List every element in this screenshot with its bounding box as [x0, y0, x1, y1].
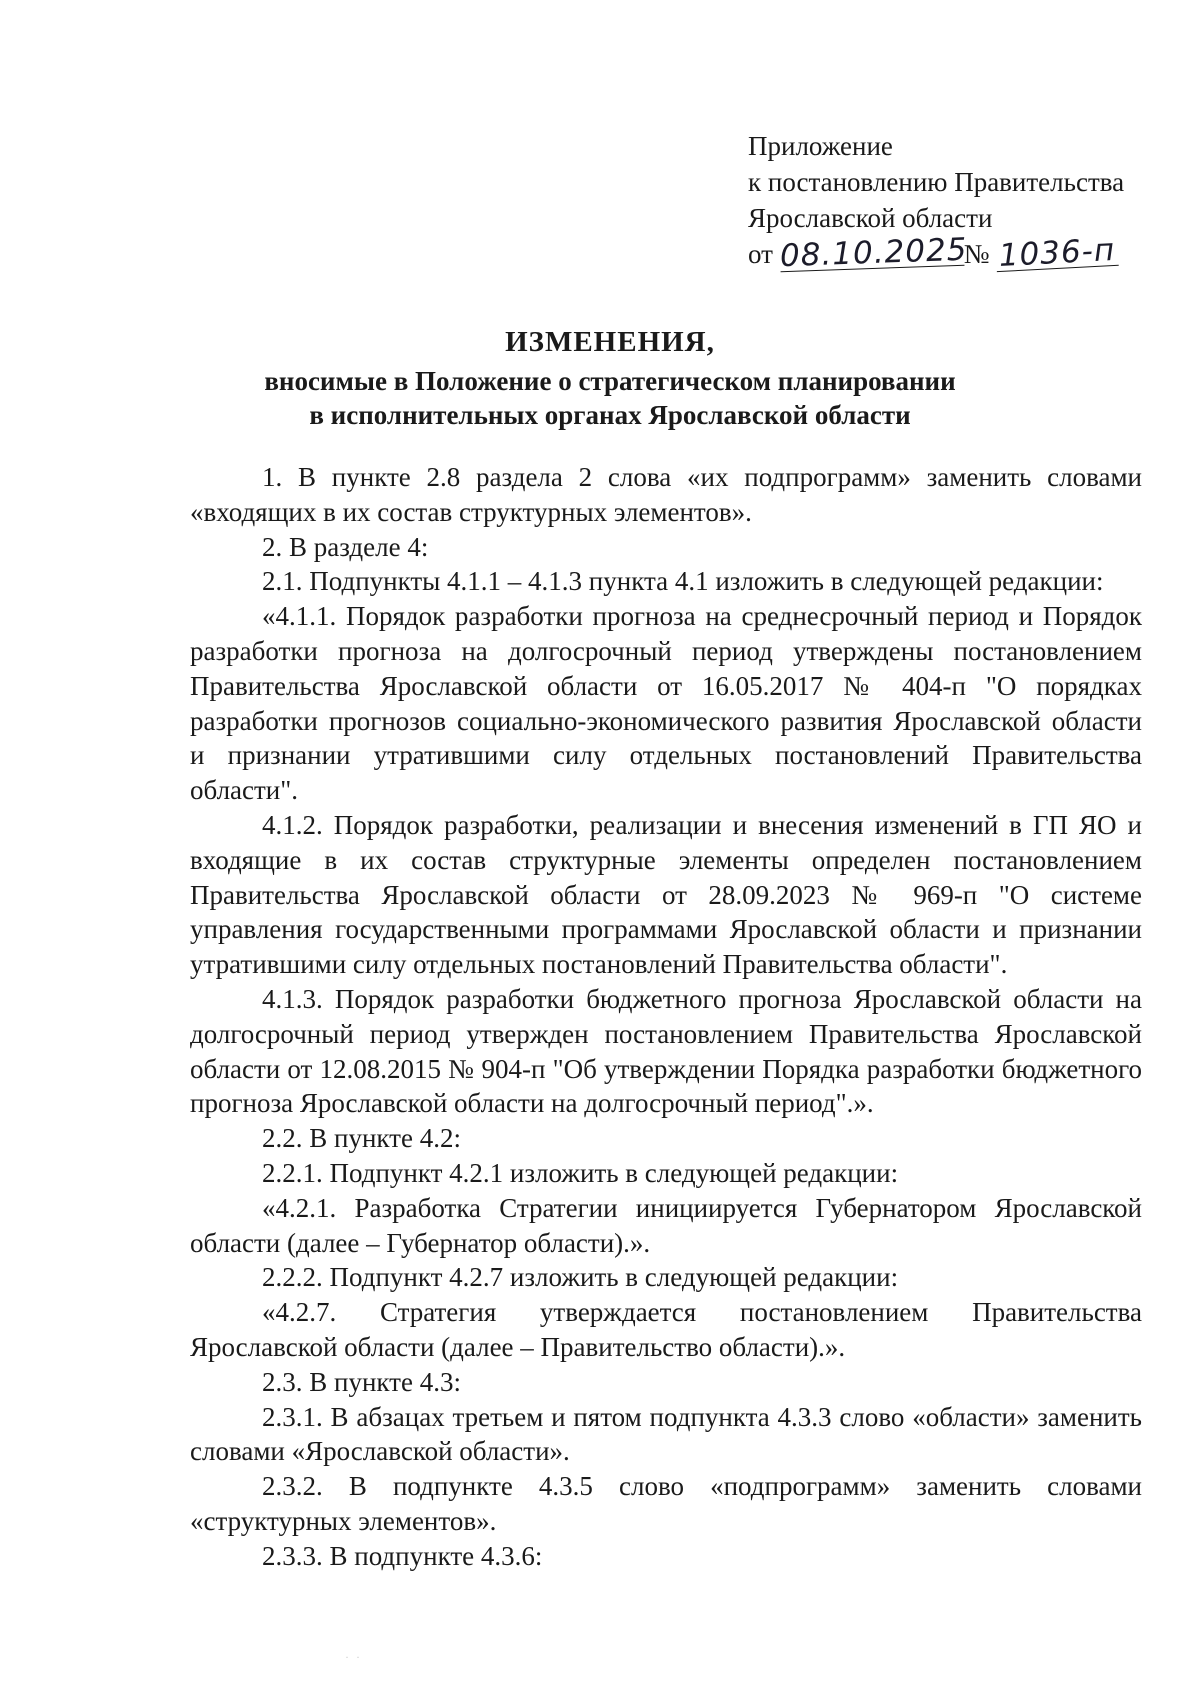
paragraph: 2.3.2. В подпункте 4.3.5 слово «подпрограмм» заменить словами «структурных элементов». — [190, 1471, 1142, 1536]
paragraph: «4.2.1. Разработка Стратегии инициируется Губернатором Ярославской области (далее – Губернатор области).». — [190, 1192, 1142, 1258]
appendix-line-2: к постановлению Правительства — [748, 167, 1125, 197]
document-body — [190, 460, 1142, 1574]
appendix-block — [748, 128, 1168, 275]
appendix-line-3: Ярославской области — [748, 203, 993, 233]
paragraph: 2.3.1. В абзацах третьем и пятом подпункта 4.3.3 слово «области» заменить словами «Ярославской области». — [190, 1401, 1142, 1467]
paragraph: 2.2.2. Подпункт 4.2.7 изложить в следующей редакции: — [262, 1262, 899, 1293]
paragraph: 2.1. Подпункты 4.1.1 – 4.1.3 пункта 4.1 изложить в следующей редакции: — [262, 566, 1104, 597]
paragraph: «4.2.7. Стратегия утверждается постановлением Правительства Ярославской области (далее – Правительство области).». — [190, 1297, 1142, 1362]
paragraph: «4.1.1. Порядок разработки прогноза на среднесрочный период и Порядок разработки прогноза на долгосрочный период утверждены постановлением Правительства Ярославской области от 16.05.2017 № 404-п "О порядках разработки прогнозов социально-экономического развития Ярославской области и признании утратившими силу отдельных постановлений Правительства области". — [190, 601, 1142, 806]
appendix-date-line — [748, 231, 1168, 275]
document-subtitle-line-1: вносимые в Положение о стратегическом планировании — [264, 366, 956, 396]
number-sign: № — [963, 239, 990, 269]
paragraph: 2. В разделе 4: — [262, 531, 429, 562]
handwritten-number: 1036-п — [995, 235, 1118, 272]
appendix-line-1: Приложение — [748, 131, 893, 161]
paragraph: 4.1.3. Порядок разработки бюджетного прогноза Ярославской области на долгосрочный период утвержден постановлением Правительства Ярославской области от 12.08.2015 № 904-п "Об утверждении Порядка разработки бюджетного прогноза Ярославской области на долгосрочный период".». — [190, 983, 1142, 1119]
paragraph: 2.2. В пункте 4.2: — [262, 1123, 461, 1154]
handwritten-date: 08.10.2025 — [779, 231, 968, 275]
paragraph: 2.3.3. В подпункте 4.3.6: — [262, 1540, 543, 1571]
paragraph: 2.3. В пункте 4.3: — [262, 1366, 461, 1397]
document-title: ИЗМЕНЕНИЯ, — [505, 326, 715, 358]
scan-artifact: · · — [345, 1650, 362, 1664]
date-prefix: от — [748, 239, 773, 269]
document-subtitle-line-2: в исполнительных органах Ярославской области — [309, 400, 911, 430]
paragraph: 1. В пункте 2.8 раздела 2 слова «их подпрограмм» заменить словами «входящих в их состав структурных элементов». — [190, 462, 1142, 527]
paragraph: 4.1.2. Порядок разработки, реализации и внесения изменений в ГП ЯО и входящие в их состав структурные элементы определен постановлением Правительства Ярославской области от 28.09.2023 № 969-п "О системе управления государственными программами Ярославской области и признании утратившими силу отдельных постановлений Правительства области". — [190, 809, 1142, 980]
paragraph: 2.2.1. Подпункт 4.2.1 изложить в следующей редакции: — [262, 1157, 899, 1188]
